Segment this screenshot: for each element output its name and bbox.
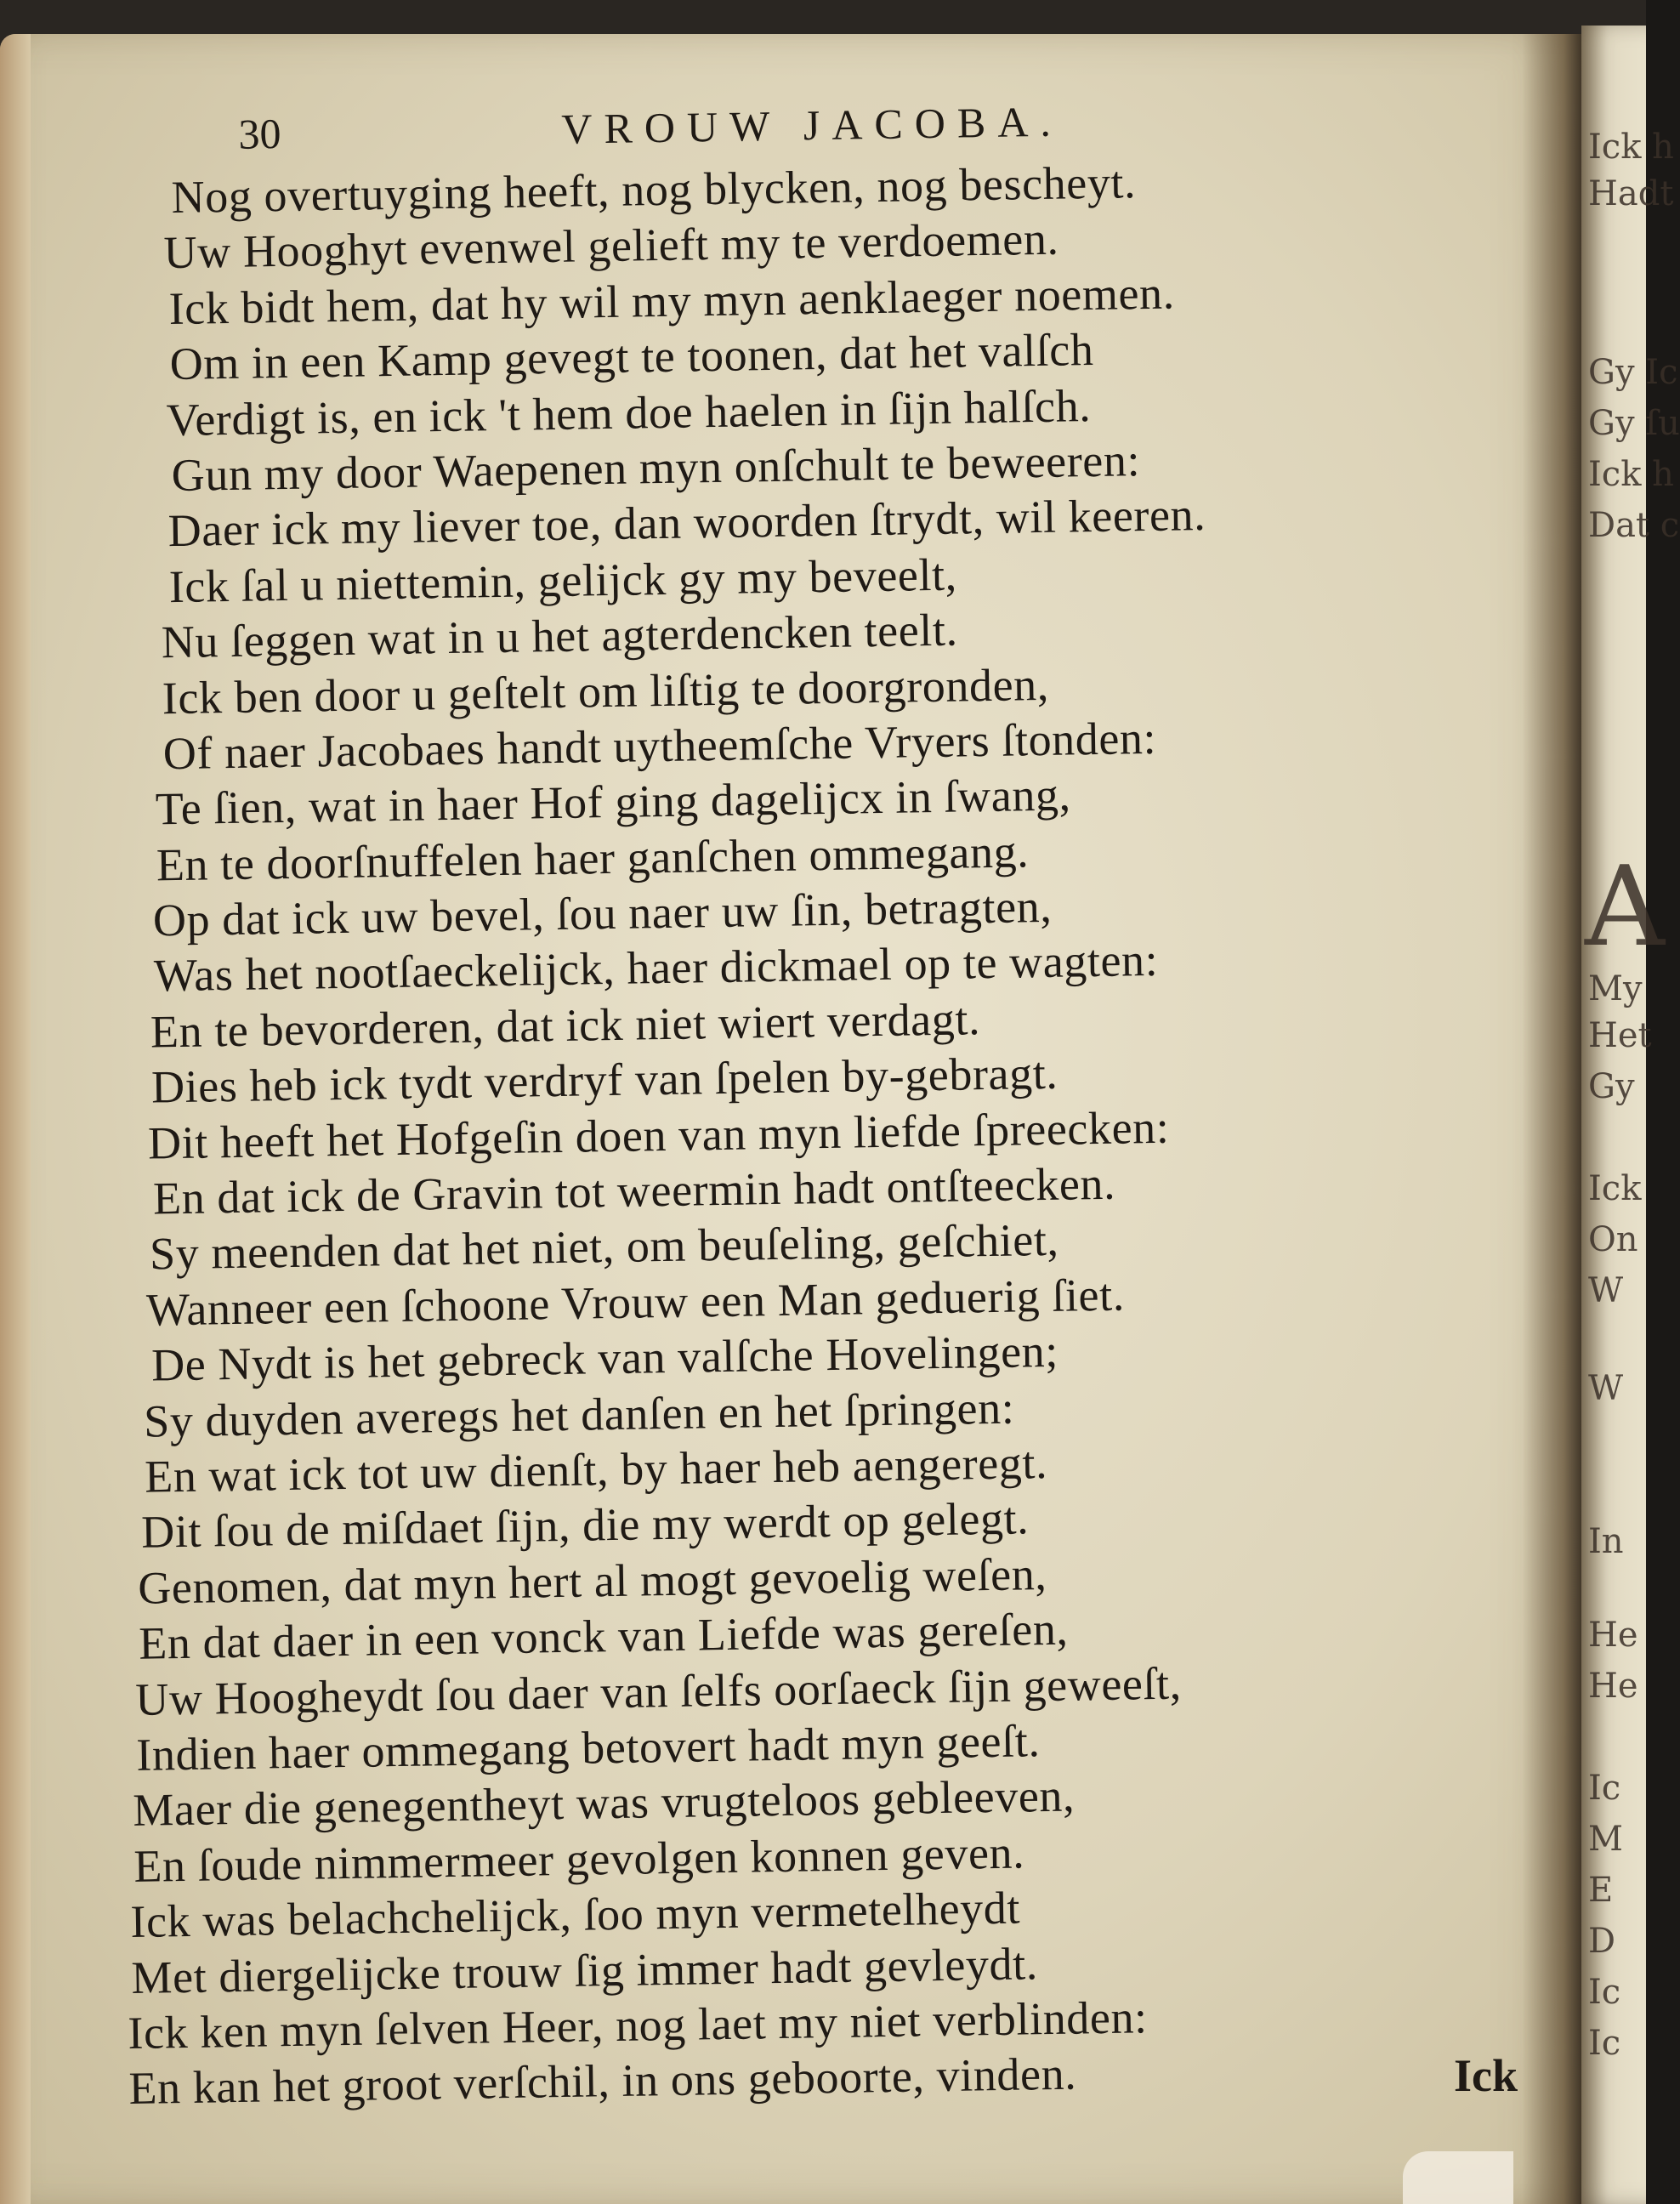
right-page-fragment: He [1588,1667,1638,1706]
verse-line: Genomen, dat myn hert al mogt gevoelig weſen, [137,1548,1047,1614]
verse-line: Of naer Jacobaes handt uytheemſche Vryers ſtonden: [162,712,1157,780]
verse-line: En dat daer in een vonck van Liefde was gereſen, [138,1603,1069,1669]
verse-line: Gun my door Waepenen myn onſchult te beweeren: [171,435,1141,501]
page-text-block [128,90,1494,2116]
verse-line: Uw Hoogheydt ſou daer van ſelfs oorſaeck ſijn geweeſt, [134,1657,1183,1725]
verse-line: En te doorſnuffelen haer ganſchen ommegang. [156,825,1030,891]
right-page-initial: A [1585,842,1665,971]
right-page-fragment: Hadt [1588,174,1674,213]
right-page-fragment: Ic [1588,1769,1621,1808]
verse-line: Om in een Kamp gevegt te toonen, dat het valſch [169,324,1094,390]
right-page-fragment: W [1588,1271,1624,1310]
verse-line: Wanneer een ſchoone Vrouw een Man geduerig ſiet. [145,1269,1126,1336]
right-page-fragment: He [1588,1616,1638,1655]
verse-line: En ſoude nimmermeer gevolgen konnen geven. [133,1826,1025,1892]
verse-line: Sy meenden dat het niet, om beuſeling, geſchiet, [149,1214,1059,1280]
right-page-fragment: Ick h [1588,128,1674,167]
right-page-edge [1581,26,1680,2204]
verse-line: Ick ben door u geſtelt om liſtig te doorgronden, [162,658,1050,724]
verse-line: Was het nootſaeckelijck, haer dickmael op te wagten: [153,934,1159,1002]
verse-line: En te bevorderen, dat ick niet wiert verdagt. [150,993,981,1058]
book-gutter [1522,34,1581,2204]
verse-line: Dit heeft het Hofgeſin doen van myn liefde ſpreecken: [147,1101,1170,1169]
right-page-fragment: M [1588,1820,1623,1859]
verse-line: De Nydt is het gebreck van valſche Hovelingen; [150,1325,1059,1391]
right-page-fragment: Ic [1588,1973,1621,2012]
right-page-fragment: Dat c [1588,506,1680,545]
page-number: 30 [238,109,281,158]
verse-line: Te ſien, wat in haer Hof ging dagelijcx in ſwang, [155,769,1072,835]
verse-line: En wat ick tot uw dienſt, by haer heb aengeregt. [144,1436,1048,1502]
right-page-fragment: E [1588,1871,1614,1910]
right-page-fragment: D [1588,1922,1616,1961]
verse-line: Sy duyden averegs het danſen en het ſpringen: [143,1382,1015,1447]
verse-line: En kan het groot verſchil, in ons geboorte, vinden. [128,2048,1077,2115]
verse-line: Nog overtuyging heeft, nog blycken, nog bescheyt. [171,156,1137,223]
right-page-fragment: Ic [1588,2024,1621,2063]
right-page-fragment: Ick [1588,1169,1642,1208]
right-page-fragment: Ick h [1588,455,1674,494]
page-corner [1403,2151,1513,2204]
running-title: VROUW JACOBA. [560,97,1064,153]
verse-line: Daer ick my liever toe, dan woorden ſtrydt, wil keeren. [167,489,1206,557]
verse-line: Ick ken myn ſelven Heer, nog laet my niet verblinden: [128,1991,1149,2059]
verse-line: Ick was belachchelijck, ſoo myn vermetelheydt [129,1882,1021,1948]
right-page-fragment: Gy ſu [1588,404,1680,443]
verse-line: En dat ick de Gravin tot weermin hadt ontſteecken. [152,1157,1116,1224]
verse-line: Maer die genegentheyt was vrugteloos gebleeven, [132,1769,1076,1837]
right-page-fragment: Het [1588,1016,1652,1055]
verse-line: Indien haer ommegang betovert hadt myn geeſt. [135,1715,1041,1781]
verse-line: Uw Hooghyt evenwel gelieft my te verdoemen. [163,213,1059,279]
right-page-fragment: Gy [1588,1067,1635,1106]
right-page-fragment: On [1588,1220,1638,1259]
right-page-fragment: My [1588,969,1643,1008]
right-page-fragment: In [1588,1522,1624,1561]
right-page-fragment: W [1588,1369,1624,1408]
verse-line: Dit ſou de miſdaet ſijn, die my werdt op gelegt. [140,1492,1030,1559]
catchword: Ick [1454,2050,1518,2101]
verse-line: Dies heb ick tydt verdryf van ſpelen by-gebragt. [150,1047,1059,1113]
verse-line: Ick bidt hem, dat hy wil my myn aenklaeger noemen. [168,267,1176,334]
right-page-fragment: Gy Ic [1588,353,1678,392]
verse-line: Verdigt is, en ick 't hem doe haelen in ſijn halſch. [166,379,1092,446]
verse-line: Nu ſeggen wat in u het agterdencken teelt. [161,604,959,668]
verse-lines [128,150,1494,2116]
verse-line: Ick ſal u niettemin, gelijck gy my beveelt, [168,548,958,612]
verse-line: Op dat ick uw bevel, ſou naer uw ſin, betragten, [152,880,1053,946]
verse-line: Met diergelijcke trouw ſig immer hadt gevleydt. [131,1937,1039,2003]
